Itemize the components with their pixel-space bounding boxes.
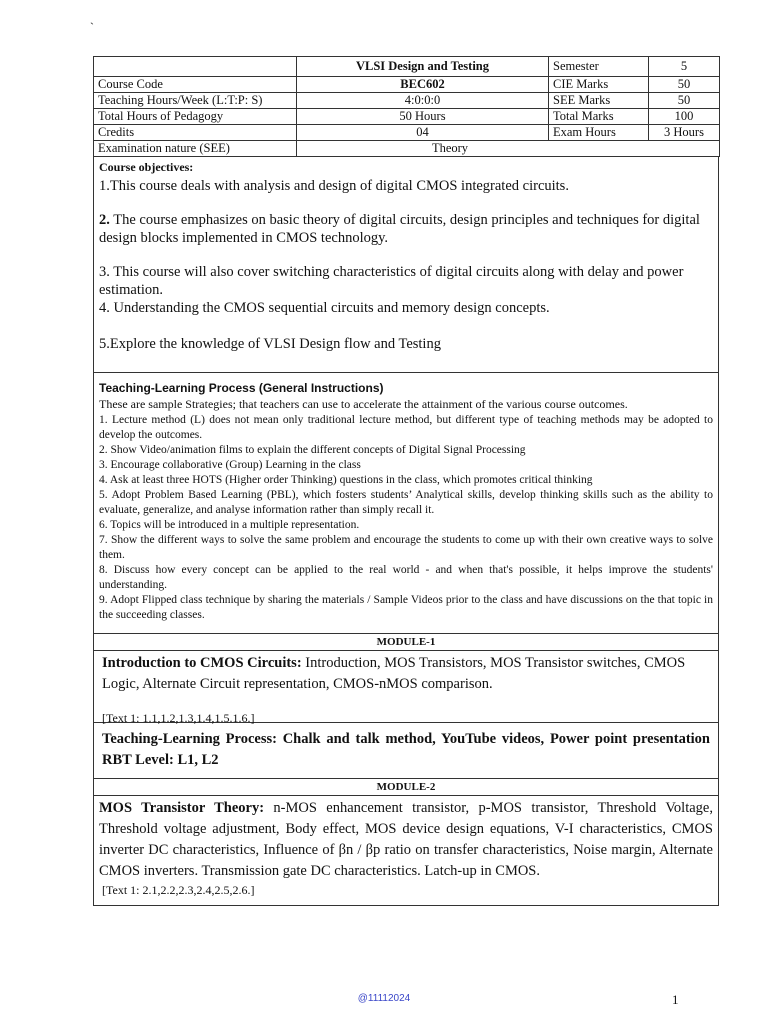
empty-cell <box>94 57 297 77</box>
list-item: 5. Adopt Problem Based Learning (PBL), which fosters students’ Analytical skills, develop thinking skills such as the ability to evaluate, generalize, and analyse information rather than simply recall it. <box>99 489 713 516</box>
row-right-label: SEE Marks <box>549 93 649 109</box>
objective-item: 5.Explore the knowledge of VLSI Design flow and Testing <box>99 336 441 352</box>
row-right-label: CIE Marks <box>549 77 649 93</box>
module-1-tlp-text: Teaching-Learning Process: Chalk and talk method, YouTube videos, Power point presentation RBT Level: L1, L2 <box>102 731 710 768</box>
objective-number: 2. <box>99 212 110 228</box>
semester-value: 5 <box>649 57 720 77</box>
module-1-title: Introduction to CMOS Circuits: <box>102 655 302 671</box>
row-label: Course Code <box>94 77 297 93</box>
list-item: 3. Encourage collaborative (Group) Learning in the class <box>99 459 361 471</box>
row-right-value: 100 <box>649 109 720 125</box>
teaching-learning-intro: These are sample Strategies; that teachers can use to accelerate the attainment of the various course outcomes. <box>99 397 628 411</box>
row-right-label: Exam Hours <box>549 125 649 141</box>
table-row <box>94 109 720 125</box>
subject-title: VLSI Design and Testing <box>297 57 549 77</box>
row-value: 50 Hours <box>297 109 549 125</box>
module-1-topics: Introduction, MOS Transistors, MOS Transistor switches, CMOS Logic, Alternate Circuit representation, CMOS-nMOS comparison. <box>102 655 686 692</box>
semester-label: Semester <box>549 57 649 77</box>
objective-item: 1.This course deals with analysis and design of digital CMOS integrated circuits. <box>99 178 569 194</box>
teaching-learning-section <box>93 373 719 634</box>
module-1-reference: [Text 1: 1.1,1.2,1.3,1.4,1.5.1.6.] <box>102 711 255 725</box>
table-row <box>94 93 720 109</box>
row-value: 4:0:0:0 <box>297 93 549 109</box>
table-row-exam <box>94 141 720 157</box>
course-objectives-section <box>93 157 719 373</box>
row-label: Total Hours of Pedagogy <box>94 109 297 125</box>
row-label: Credits <box>94 125 297 141</box>
list-item: 6. Topics will be introduced in a multiple representation. <box>99 519 360 531</box>
module-1-teaching-process <box>93 723 719 779</box>
stray-tick-mark: ` <box>90 20 94 34</box>
module-2-title: MOS Transistor Theory: <box>99 800 265 816</box>
row-right-value: 50 <box>649 77 720 93</box>
module-2-heading: MODULE-2 <box>93 779 719 796</box>
list-item: 9. Adopt Flipped class technique by sharing the materials / Sample Videos prior to the class and have discussions on the that topic in the succeeding classes. <box>99 594 713 621</box>
footer-id: @11112024 <box>357 993 411 1004</box>
row-label: Teaching Hours/Week (L:T:P: S) <box>94 93 297 109</box>
module-1-description <box>102 653 710 695</box>
course-info-table <box>93 56 720 157</box>
module-2-reference: [Text 1: 2.1,2.2,2.3,2.4,2.5,2.6.] <box>102 883 255 897</box>
module-2-description <box>99 798 713 882</box>
module-2-topics: n-MOS enhancement transistor, p-MOS transistor, Threshold Voltage, Threshold voltage adjustment, Body effect, MOS device design equations, V-I characteristics, CMOS inverter DC characteristics, Influence of βn / βp ratio on transfer characteristics, Noise margin, Alternate CMOS inverters. Transmission gate DC characteristics. Latch-up in CMOS. <box>99 800 713 879</box>
list-item: 1. Lecture method (L) does not mean only traditional lecture method, but different type of teaching methods may be adopted to develop the outcomes. <box>99 414 713 441</box>
table-row-subject <box>94 57 720 77</box>
row-right-value: 50 <box>649 93 720 109</box>
row-right-label: Total Marks <box>549 109 649 125</box>
module-1-heading: MODULE-1 <box>93 634 719 651</box>
exam-value: Theory <box>297 141 720 157</box>
row-value: 04 <box>297 125 549 141</box>
objective-text: The course emphasizes on basic theory of digital circuits, design principles and techniques for digital design blocks implemented in CMOS technology. <box>99 212 700 246</box>
module-2-content <box>93 796 719 906</box>
objective-item <box>99 211 713 247</box>
objectives-heading: Course objectives: <box>99 160 194 174</box>
table-row <box>94 77 720 93</box>
list-item: 7. Show the different ways to solve the same problem and encourage the students to come up with their own creative ways to solve them. <box>99 534 713 561</box>
objective-item: 4. Understanding the CMOS sequential circuits and memory design concepts. <box>99 300 550 316</box>
list-item: 4. Ask at least three HOTS (Higher order Thinking) questions in the class, which promotes critical thinking <box>99 474 593 486</box>
exam-label: Examination nature (SEE) <box>94 141 297 157</box>
syllabus-page <box>93 56 719 906</box>
teaching-learning-heading: Teaching-Learning Process (General Instructions) <box>99 381 384 395</box>
list-item: 2. Show Video/animation films to explain the different concepts of Digital Signal Processing <box>99 444 526 456</box>
module-1-content <box>93 651 719 723</box>
course-code-value: BEC602 <box>297 77 549 93</box>
table-row <box>94 125 720 141</box>
row-right-value: 3 Hours <box>649 125 720 141</box>
objective-item: 3. This course will also cover switching characteristics of digital circuits along with delay and power estimation. <box>99 264 684 298</box>
list-item: 8. Discuss how every concept can be applied to the real world - and when that's possible, it helps improve the students' understanding. <box>99 564 713 591</box>
page-number: 1 <box>672 992 679 1007</box>
